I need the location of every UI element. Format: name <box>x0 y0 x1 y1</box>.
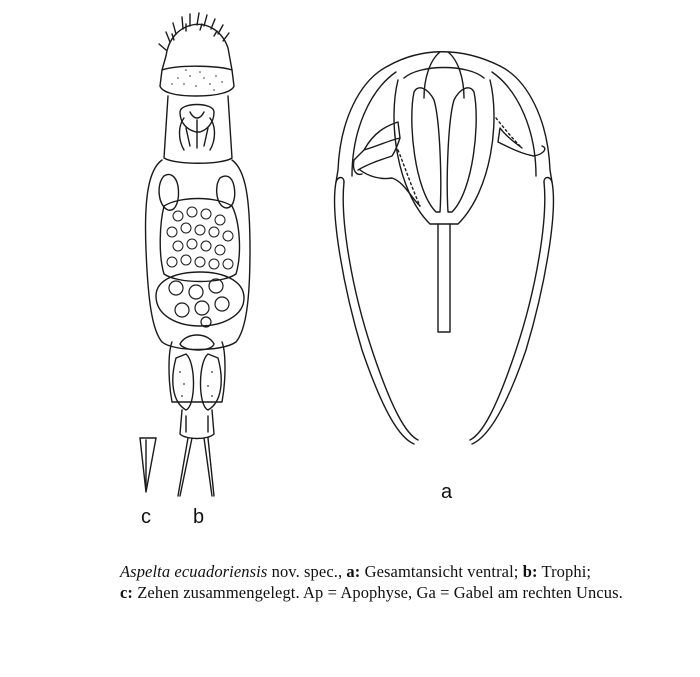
caption-text-b: Trophi; <box>537 562 592 581</box>
caption-key-a: a: <box>346 562 361 581</box>
panel-label-a: a <box>441 481 453 503</box>
caption-line-1 <box>120 561 690 582</box>
toes-drawing <box>140 438 156 492</box>
habitus-drawing <box>146 13 250 496</box>
corona-drawing <box>159 13 232 70</box>
trophi-drawing <box>335 52 554 444</box>
caption-status: nov. spec., <box>267 562 347 581</box>
caption-key-b: b: <box>522 562 538 581</box>
panel-label-b: b <box>193 506 205 528</box>
caption-text-a: Gesamtansicht ventral; <box>360 562 523 581</box>
figure-caption <box>120 561 690 603</box>
caption-line-2 <box>120 582 690 603</box>
caption-text-c: Zehen zusammengelegt. Ap = Apophyse, Ga = Gabel am rechten Uncus. <box>133 583 623 602</box>
caption-species: Aspelta ecuadoriensis <box>120 562 268 581</box>
caption-key-c: c: <box>120 583 134 602</box>
panel-label-c: c <box>141 506 151 528</box>
